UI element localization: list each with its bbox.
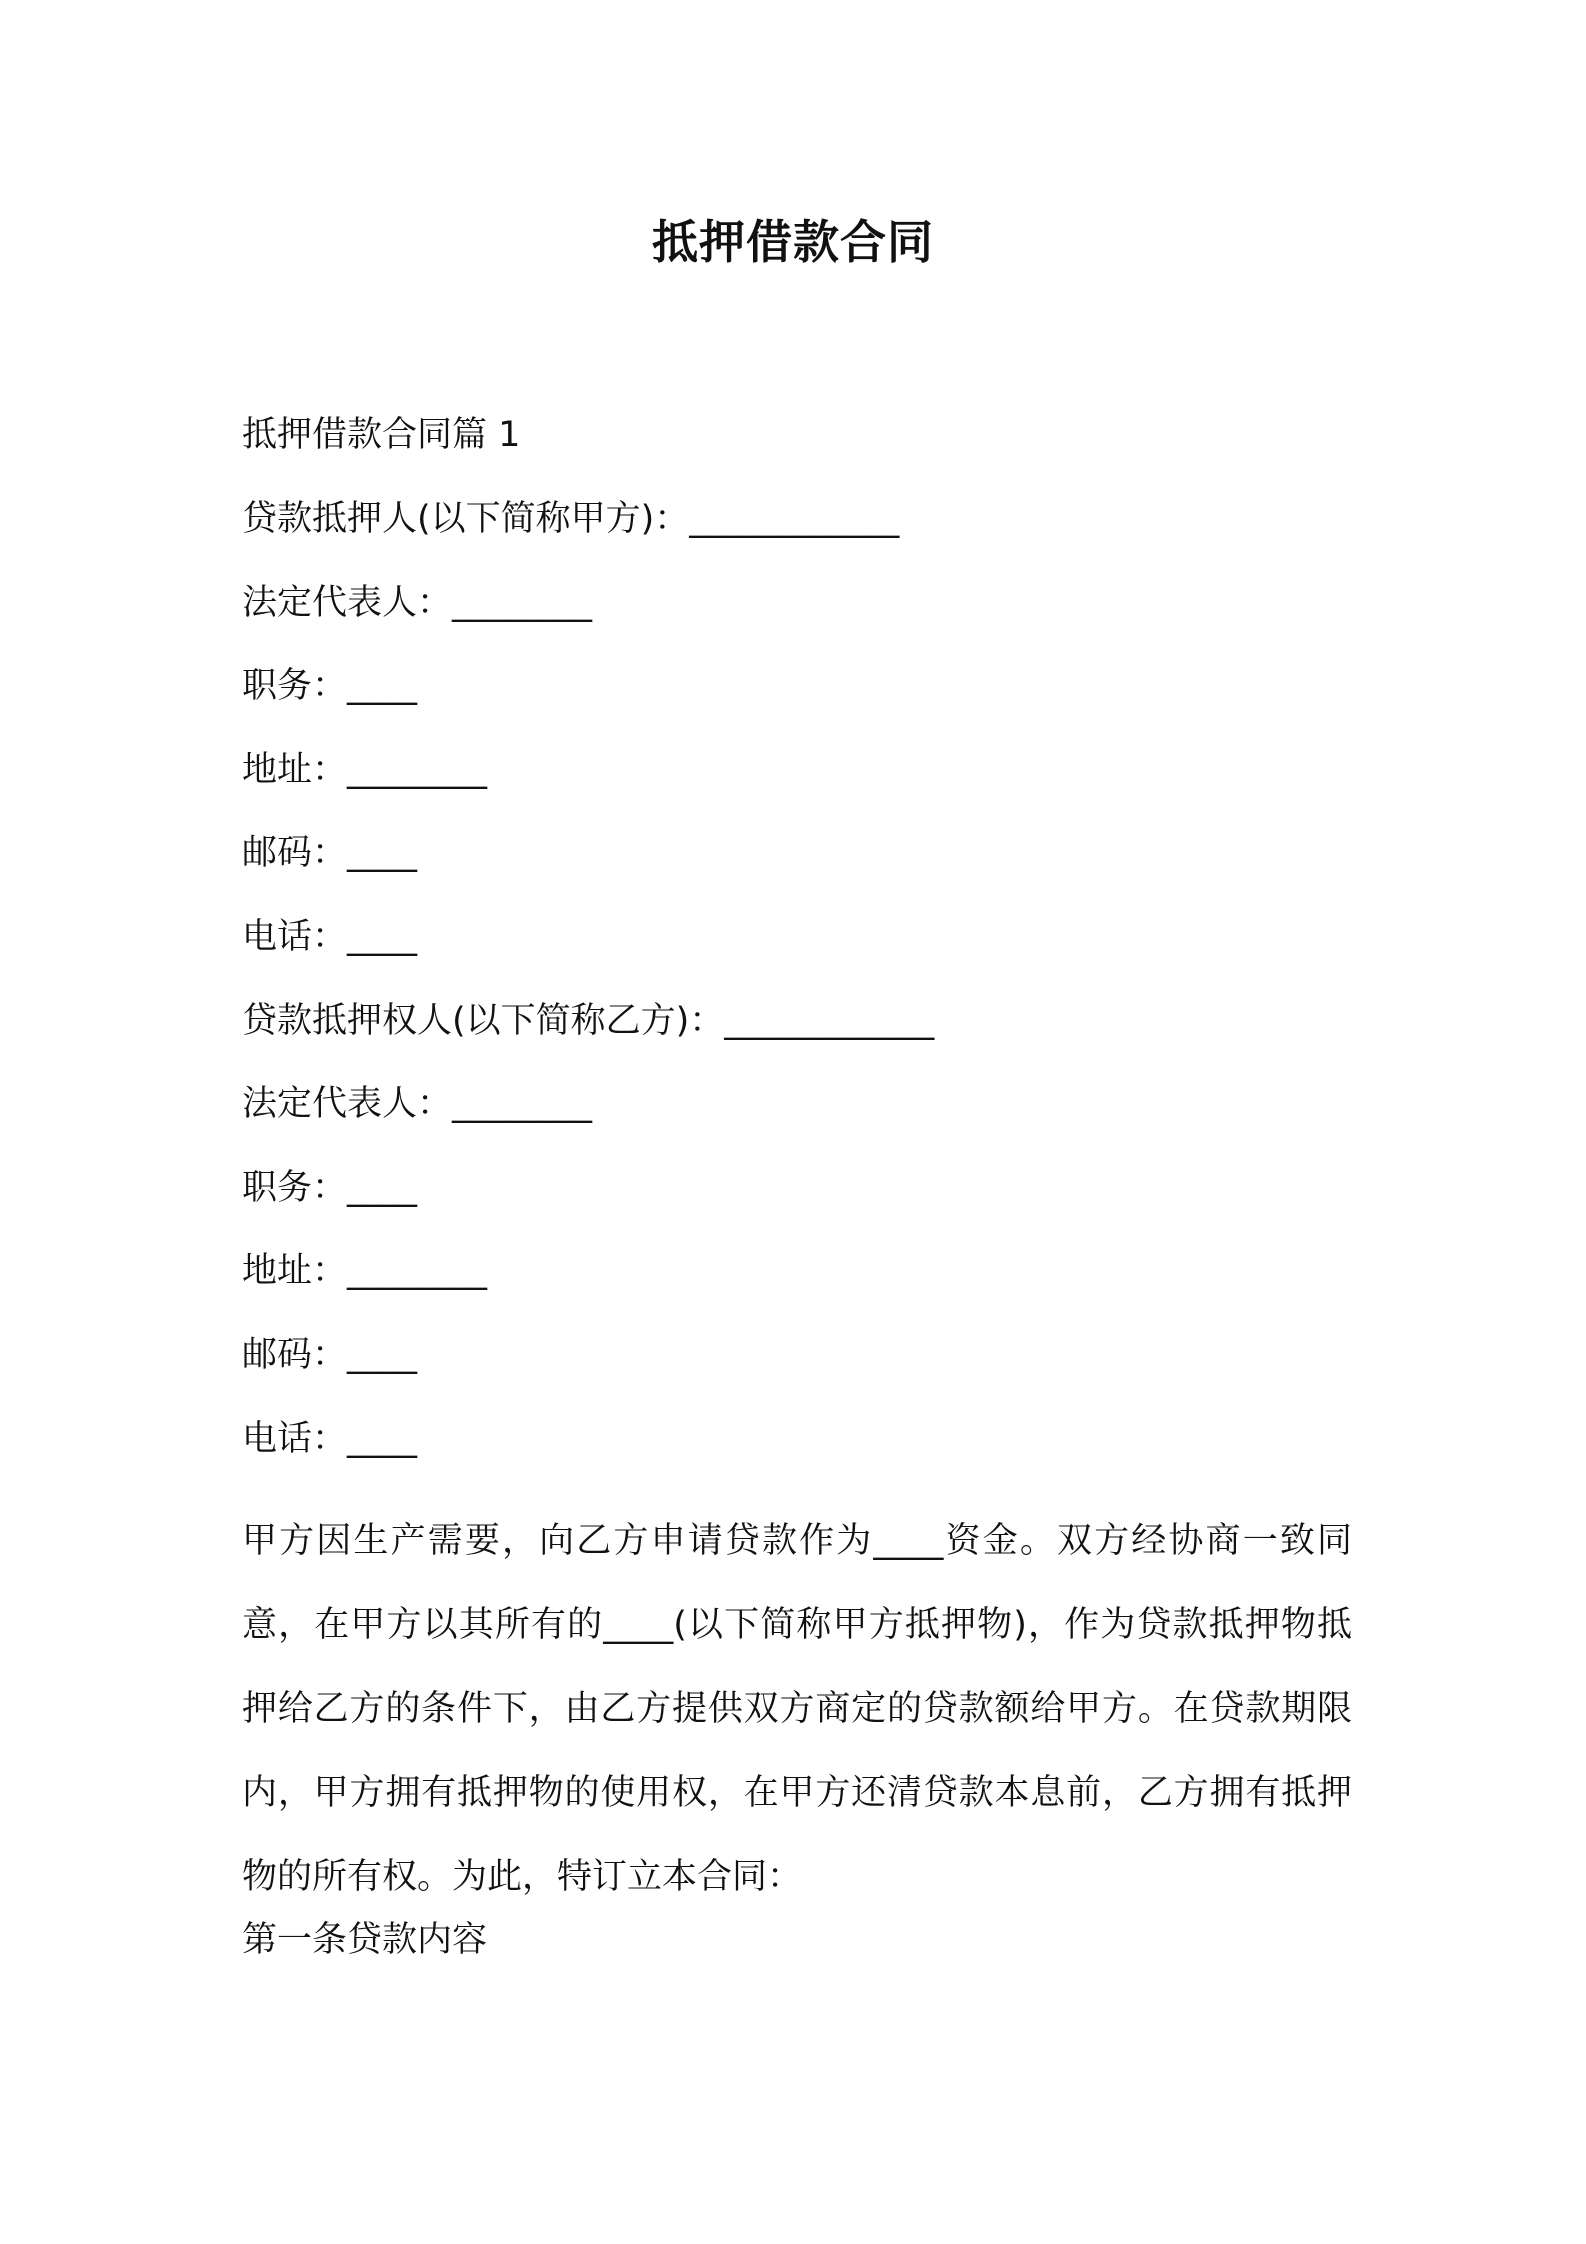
party-b-name-line: 贷款抵押权人(以下简称乙方)：____________ [242,1001,935,1041]
party-b-address: 地址：________ [242,1251,488,1291]
party-a-name-line: 贷款抵押人(以下简称甲方)：____________ [242,499,900,539]
party-a-legal-rep: 法定代表人：________ [242,583,593,623]
party-b-postcode: 邮码：____ [242,1335,418,1375]
party-a-position: 职务：____ [242,666,418,706]
section-heading: 抵押借款合同篇 1 [242,415,521,455]
preamble-paragraph: 甲方因生产需要，向乙方申请贷款作为____资金。双方经协商一致同意，在甲方以其所有的____(以下简称甲方抵押物)，作为贷款抵押物抵押给乙方的条件下，由乙方提供双方商定的贷款额给甲方。在贷款期限内，甲方拥有抵押物的使用权，在甲方还清贷款本息前，乙方拥有抵押物的所有权。为此，特订立本合同： [242,1521,1352,1897]
party-b-legal-rep: 法定代表人：________ [242,1084,593,1124]
party-b-position: 职务：____ [242,1168,418,1208]
party-a-postcode: 邮码：____ [242,833,418,873]
article-1-heading: 第一条贷款内容 [242,1920,488,1960]
party-b-phone: 电话：____ [242,1419,418,1459]
party-a-phone: 电话：____ [242,917,418,957]
document-title: 抵押借款合同 [652,215,934,269]
party-a-address: 地址：________ [242,750,488,790]
